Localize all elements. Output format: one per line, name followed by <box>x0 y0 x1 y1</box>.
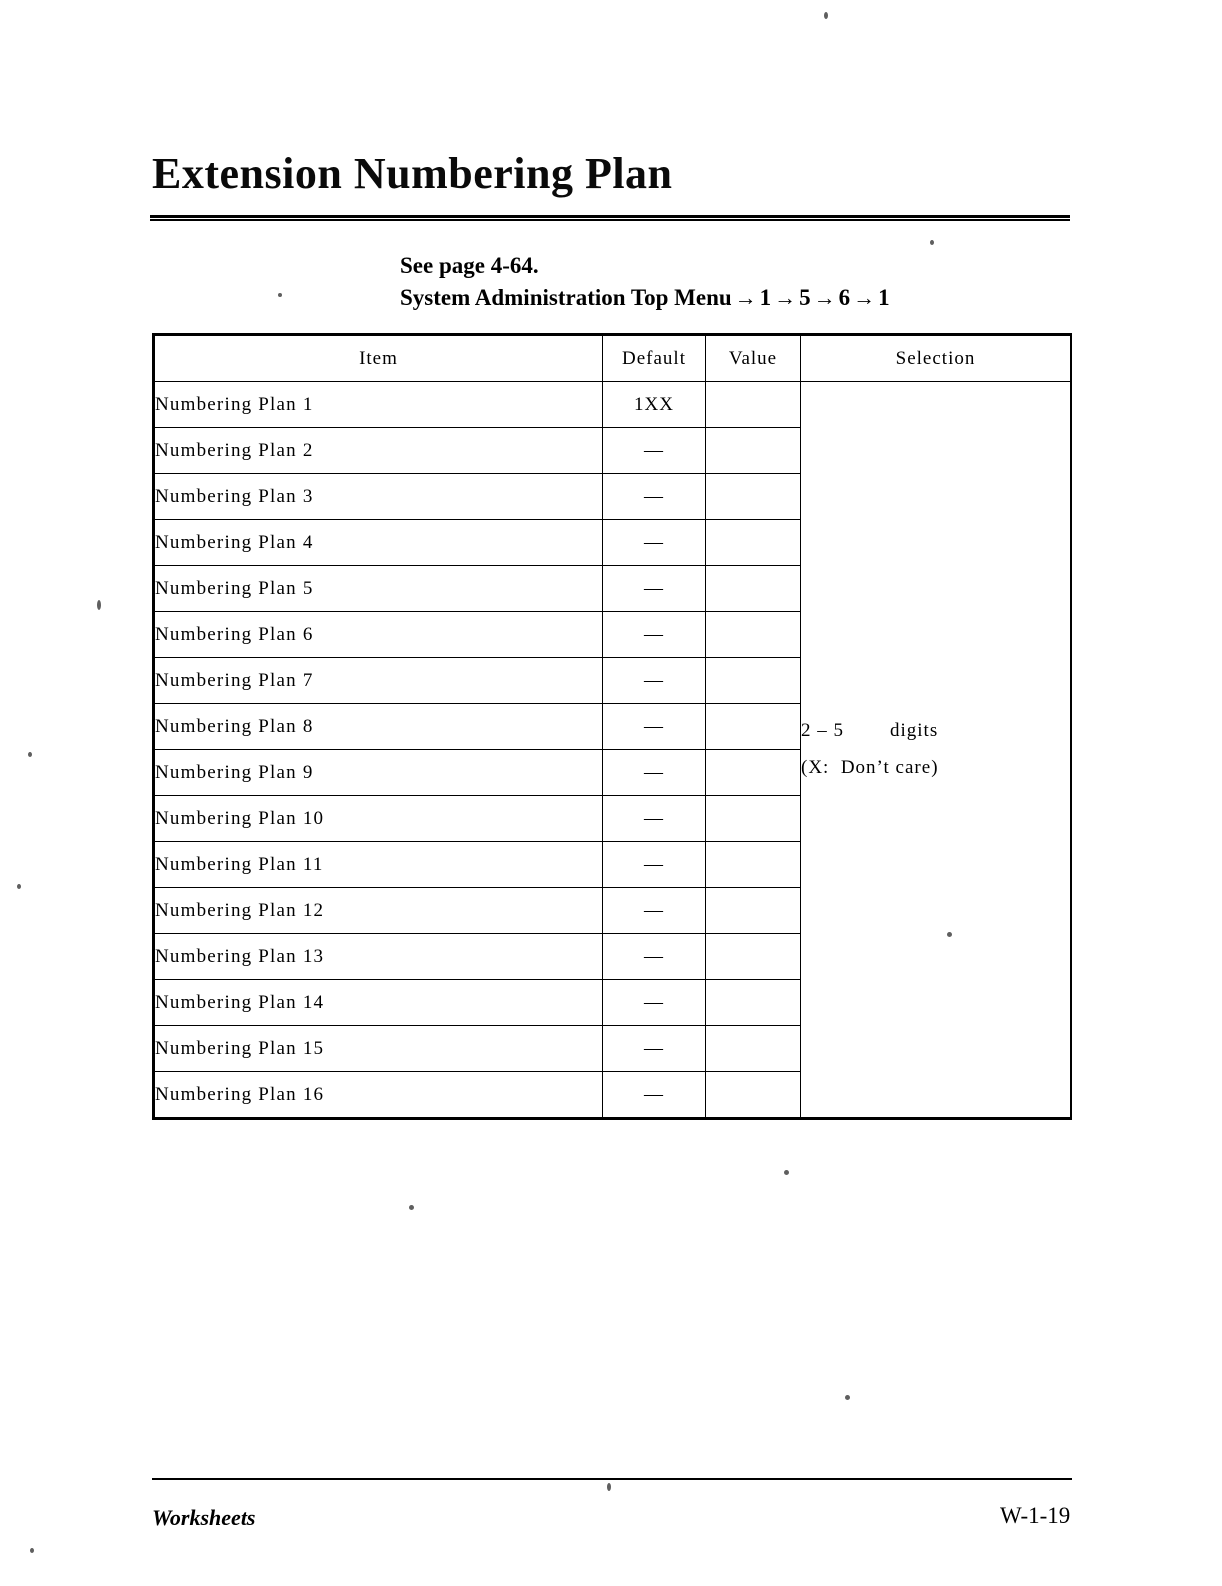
scan-speckle <box>17 884 21 889</box>
menu-step-3: 6 <box>838 285 851 310</box>
row-item-label: Numbering Plan 10 <box>155 796 603 842</box>
row-value-field[interactable] <box>706 428 801 474</box>
scan-speckle <box>97 600 101 610</box>
scan-speckle <box>30 1548 34 1553</box>
row-default-value: — <box>603 474 706 520</box>
column-header-selection: Selection <box>801 336 1071 382</box>
row-value-field[interactable] <box>706 566 801 612</box>
row-item-label: Numbering Plan 9 <box>155 750 603 796</box>
title-divider <box>150 215 1070 221</box>
row-item-label: Numbering Plan 5 <box>155 566 603 612</box>
row-default-value: — <box>603 796 706 842</box>
row-value-field[interactable] <box>706 1072 801 1118</box>
row-default-value: — <box>603 520 706 566</box>
arrow-icon-3: → <box>813 285 836 310</box>
row-default-value: — <box>603 842 706 888</box>
footer-section-label: Worksheets <box>152 1505 256 1530</box>
arrow-icon-1: → <box>734 285 757 310</box>
row-value-field[interactable] <box>706 842 801 888</box>
row-value-field[interactable] <box>706 658 801 704</box>
row-value-field[interactable] <box>706 980 801 1026</box>
row-value-field[interactable] <box>706 1026 801 1072</box>
row-default-value: — <box>603 428 706 474</box>
menu-step-4: 1 <box>878 285 890 310</box>
selection-range-text: 2 – 5 digits <box>801 720 939 742</box>
page-title: Extension Numbering Plan <box>152 149 673 198</box>
row-default-value: — <box>603 980 706 1026</box>
scan-speckle <box>930 240 934 245</box>
scan-speckle <box>278 293 282 297</box>
menu-path <box>400 285 890 311</box>
selection-cell <box>801 382 1071 1118</box>
scan-speckle <box>28 752 32 757</box>
row-value-field[interactable] <box>706 934 801 980</box>
scan-speckle <box>784 1170 789 1175</box>
column-header-default: Default <box>603 336 706 382</box>
row-default-value: — <box>603 704 706 750</box>
row-value-field[interactable] <box>706 796 801 842</box>
scan-speckle <box>824 12 828 19</box>
row-value-field[interactable] <box>706 612 801 658</box>
row-default-value: 1XX <box>603 382 706 428</box>
footer-page-number: W-1-19 <box>1000 1503 1071 1528</box>
table-row <box>155 382 1071 428</box>
arrow-icon-4: → <box>853 285 876 310</box>
row-default-value: — <box>603 1026 706 1072</box>
row-item-label: Numbering Plan 14 <box>155 980 603 1026</box>
row-item-label: Numbering Plan 16 <box>155 1072 603 1118</box>
worksheet-table <box>154 335 1071 1118</box>
column-header-item: Item <box>155 336 603 382</box>
row-item-label: Numbering Plan 4 <box>155 520 603 566</box>
row-value-field[interactable] <box>706 520 801 566</box>
row-default-value: — <box>603 566 706 612</box>
menu-step-2: 5 <box>799 285 811 310</box>
row-item-label: Numbering Plan 6 <box>155 612 603 658</box>
row-item-label: Numbering Plan 1 <box>155 382 603 428</box>
row-value-field[interactable] <box>706 750 801 796</box>
row-item-label: Numbering Plan 8 <box>155 704 603 750</box>
row-default-value: — <box>603 888 706 934</box>
row-value-field[interactable] <box>706 474 801 520</box>
row-value-field[interactable] <box>706 382 801 428</box>
row-default-value: — <box>603 612 706 658</box>
row-item-label: Numbering Plan 12 <box>155 888 603 934</box>
scan-speckle <box>845 1395 850 1400</box>
row-item-label: Numbering Plan 2 <box>155 428 603 474</box>
row-value-field[interactable] <box>706 704 801 750</box>
row-value-field[interactable] <box>706 888 801 934</box>
menu-path-prefix: System Administration Top Menu <box>400 285 732 310</box>
column-header-value: Value <box>706 336 801 382</box>
row-default-value: — <box>603 658 706 704</box>
footer-divider <box>152 1478 1072 1480</box>
row-item-label: Numbering Plan 7 <box>155 658 603 704</box>
row-default-value: — <box>603 1072 706 1118</box>
scan-speckle <box>947 932 952 937</box>
row-default-value: — <box>603 934 706 980</box>
row-item-label: Numbering Plan 11 <box>155 842 603 888</box>
table-header-row <box>155 336 1071 382</box>
row-item-label: Numbering Plan 3 <box>155 474 603 520</box>
row-default-value: — <box>603 750 706 796</box>
reference-line: See page 4-64. <box>400 253 539 278</box>
scan-speckle <box>409 1205 414 1210</box>
menu-step-1: 1 <box>759 285 772 310</box>
row-item-label: Numbering Plan 15 <box>155 1026 603 1072</box>
worksheet-table-wrapper <box>152 333 1072 1120</box>
row-item-label: Numbering Plan 13 <box>155 934 603 980</box>
scan-speckle <box>607 1483 611 1491</box>
arrow-icon-2: → <box>774 285 797 310</box>
selection-note-text: (X: Don’t care) <box>801 756 939 778</box>
table-body <box>155 382 1071 1118</box>
